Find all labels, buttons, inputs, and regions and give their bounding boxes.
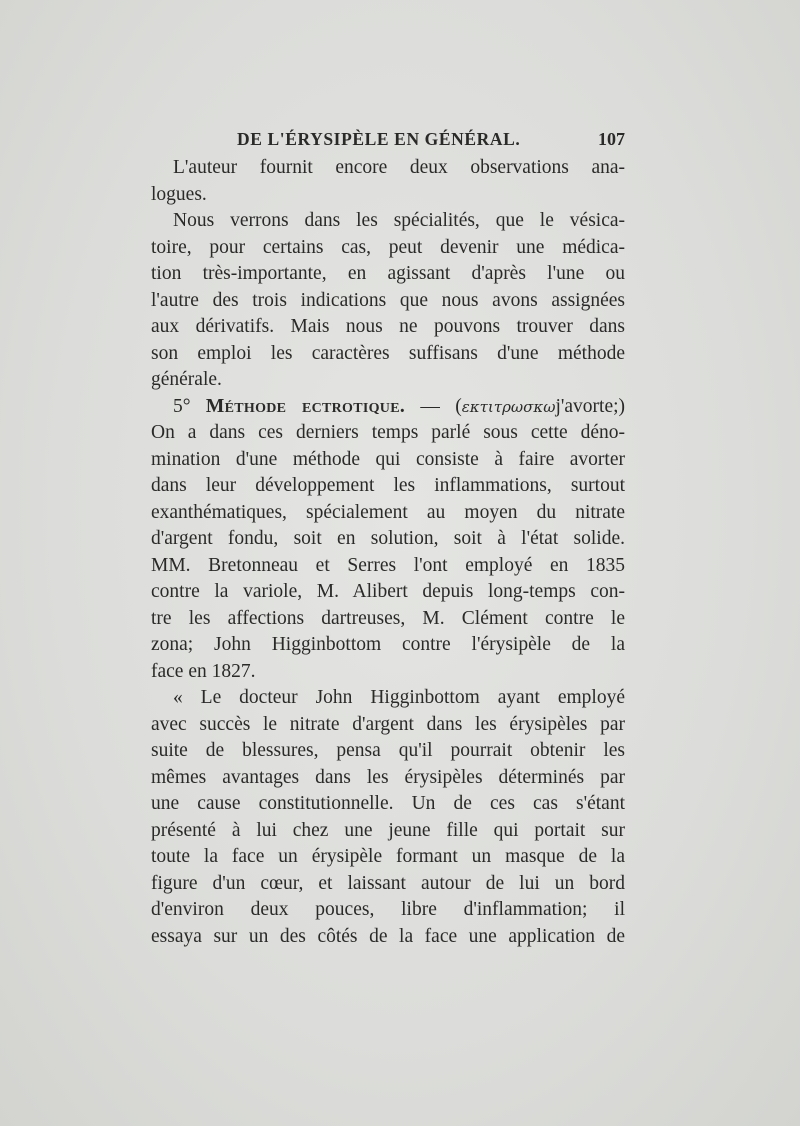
text-line: essaya sur un des côtés de la face une application de (151, 925, 625, 947)
text-line: logues. (151, 183, 207, 205)
running-head (151, 123, 625, 153)
text-line: mêmes avantages dans les érysipèles déterminés par (151, 766, 625, 788)
text-line: face en 1827. (151, 660, 256, 682)
text-line: toire, pour certains cas, peut devenir une médica- (151, 236, 625, 258)
text-line: tre les affections dartreuses, M. Clément contre le (151, 607, 625, 629)
book-page (151, 123, 625, 950)
text-line: avec succès le nitrate d'argent dans les érysipèles par (151, 713, 625, 735)
text-line: Nous verrons dans les spécialités, que le vésica- (173, 210, 625, 231)
text-line: L'auteur fournit encore deux observations ana- (173, 157, 625, 178)
text-line: une cause constitutionnelle. Un de ces cas s'étant (151, 793, 625, 814)
section-number: 5° (173, 395, 191, 417)
text-line: figure d'un cœur, et laissant autour de lui un bord (151, 872, 625, 894)
text-line: MM. Bretonneau et Serres l'ont employé en 1835 (151, 554, 625, 576)
page-number: 107 (598, 129, 625, 149)
text-line: générale. (151, 369, 222, 390)
text-body (151, 155, 625, 950)
greek-term: εκτιτρωσκω (461, 397, 556, 416)
text-line: son emploi les caractères suffisans d'une méthode (151, 342, 625, 364)
text-line: mination d'une méthode qui consiste à faire avorter (151, 448, 625, 470)
text-line: aux dérivatifs. Mais nous ne pouvons trouver dans (151, 316, 625, 337)
text-line: l'autre des trois indications que nous avons assignées (151, 289, 625, 311)
text-line: exanthématiques, spécialement au moyen du nitrate (151, 501, 625, 523)
text-line: suite de blessures, pensa qu'il pourrait obtenir les (151, 740, 625, 761)
section-dash: — ( (420, 395, 462, 417)
text-line: « Le docteur John Higginbottom ayant employé (173, 687, 625, 708)
text-line: toute la face un érysipèle formant un masque de la (151, 846, 625, 867)
running-title: DE L'ÉRYSIPÈLE EN GÉNÉRAL. (237, 129, 521, 149)
text-line: tion très-importante, en agissant d'après l'une ou (151, 263, 625, 284)
section-gloss: j'avorte;) (555, 395, 626, 417)
text-line: d'argent fondu, soit en solution, soit à l'état solide. (151, 528, 625, 549)
text-line: On a dans ces derniers temps parlé sous cette déno- (151, 422, 625, 443)
text-line: présenté à lui chez une jeune fille qui portait sur (151, 819, 625, 841)
section-heading (151, 394, 625, 421)
text-line: contre la variole, M. Alibert depuis long-temps con- (151, 581, 625, 602)
text-line: zona; John Higginbottom contre l'érysipèle de la (151, 634, 625, 655)
text-line: dans leur développement les inflammations, surtout (151, 475, 625, 496)
text-line: d'environ deux pouces, libre d'inflammation; il (151, 899, 625, 920)
section-title: Méthode ectrotique. (205, 395, 406, 417)
